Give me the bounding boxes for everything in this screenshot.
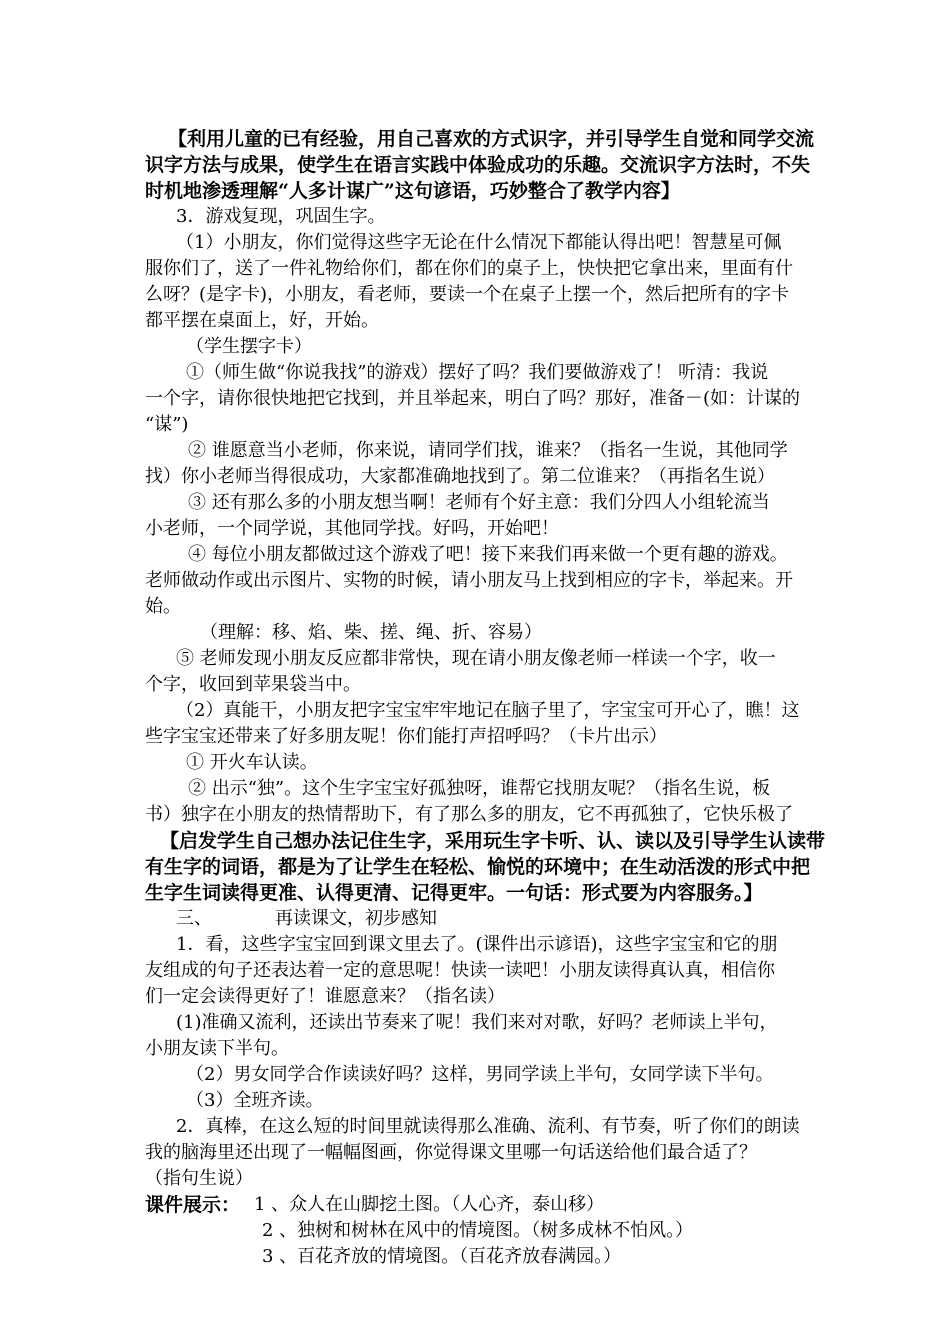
note-line: 【启发学生自己想办法记住生字，采用玩生字卡听、认、读以及引导学生认读带	[160, 830, 826, 852]
paragraph-line: 么呀？(是字卡)，小朋友，看老师，要读一个在桌子上摆一个，然后把所有的字卡	[145, 284, 790, 305]
paragraph-line: 些字宝宝还带来了好多朋友呢！你们能打声招呼吗？（卡片出示）	[145, 726, 667, 747]
paragraph-line: 书）独字在小朋友的热情帮助下，有了那么多的朋友，它不再孤独了，它快乐极了	[145, 804, 793, 825]
paragraph-line: （理解：移、焰、柴、搓、绳、折、容易）	[200, 622, 542, 643]
paragraph-line: ② 谁愿意当小老师，你来说，请同学们找，谁来？（指名一生说，其他同学	[188, 440, 788, 461]
paragraph-line: （1）小朋友，你们觉得这些字无论在什么情况下都能认得出吧！智慧星可佩	[176, 232, 782, 253]
courseware-label: 课件展示：	[145, 1194, 241, 1216]
paragraph-line: （指句生说）	[145, 1168, 253, 1189]
paragraph-line: （2）真能干，小朋友把字宝宝牢牢地记在脑子里了，字宝宝可开心了，瞧！这	[176, 700, 800, 721]
paragraph-line: 一个字，请你很快地把它找到，并且举起来，明白了吗？那好，准备－(如：计谋的	[145, 388, 801, 409]
paragraph-line: ⑤ 老师发现小朋友反应都非常快，现在请小朋友像老师一样读一个字，收一	[176, 648, 776, 669]
courseware-item: 1 、众人在山脚挖土图。（人心齐，泰山移）	[254, 1194, 605, 1215]
paragraph-line: ② 出示“独”。这个生字宝宝好孤独呀，谁帮它找朋友呢？（指名生说，板	[188, 778, 771, 799]
paragraph-line: 友组成的句子还表达着一定的意思呢！快读一读吧！小朋友读得真认真，相信你	[145, 960, 775, 981]
paragraph-line: （3）全班齐读。	[186, 1090, 324, 1111]
courseware-item: 2 、独树和树林在风中的情境图。（树多成林不怕风。）	[262, 1220, 694, 1241]
paragraph-line: 2．真棒，在这么短的时间里就读得那么准确、流利、有节奏，听了你们的朗读	[176, 1116, 800, 1137]
paragraph-line: 都平摆在桌面上，好，开始。	[145, 310, 379, 331]
paragraph-line: 小老师，一个同学说，其他同学找。好吗，开始吧！	[145, 518, 559, 539]
note-line: 时机地渗透理解“人多计谋广”这句谚语，巧妙整合了教学内容】	[145, 180, 680, 202]
paragraph-line: （学生摆字卡）	[186, 336, 312, 357]
paragraph-line: ①（师生做“你说我找”的游戏）摆好了吗？我们要做游戏了！ 听清：我说	[186, 362, 769, 383]
paragraph-line: 1．看，这些字宝宝回到课文里去了。(课件出示谚语)，这些字宝宝和它的朋	[176, 934, 778, 955]
paragraph-line: 们一定会读得更好了！谁愿意来？（指名读）	[145, 986, 505, 1007]
section-heading: 3．游戏复现，巩固生字。	[176, 206, 386, 227]
paragraph-line: （2）男女同学合作读读好吗？这样，男同学读上半句，女同学读下半句。	[186, 1064, 774, 1085]
paragraph-line: 找）你小老师当得很成功，大家都准确地找到了。第二位谁来？（再指名生说）	[145, 466, 775, 487]
note-line: 生字生词读得更准、认得更清、记得更牢。一句话：形式要为内容服务。】	[145, 882, 763, 904]
paragraph-line: 服你们了，送了一件礼物给你们，都在你们的桌子上，快快把它拿出来，里面有什	[145, 258, 793, 279]
paragraph-line: ④ 每位小朋友都做过这个游戏了吧！接下来我们再来做一个更有趣的游戏。	[188, 544, 788, 565]
section-heading: 三、 再读课文，初步感知	[176, 908, 437, 929]
paragraph-line: 始。	[145, 596, 181, 617]
paragraph-line: 我的脑海里还出现了一幅幅图画，你觉得课文里哪一句话送给他们最合适了？	[145, 1142, 757, 1163]
note-line: 有生字的词语，都是为了让学生在轻松、愉悦的环境中；在生动活泼的形式中把	[145, 856, 811, 878]
note-line: 【利用儿童的已有经验，用自己喜欢的方式识字，并引导学生自觉和同学交流	[168, 128, 815, 150]
courseware-item: 3 、百花齐放的情境图。（百花齐放春满园。）	[262, 1246, 622, 1267]
paragraph-line: ③ 还有那么多的小朋友想当啊！老师有个好主意：我们分四人小组轮流当	[188, 492, 770, 513]
paragraph-line: 小朋友读下半句。	[145, 1038, 289, 1059]
paragraph-line: (1)准确又流利，还读出节奏来了呢！我们来对对歌，好吗？老师读上半句，	[176, 1012, 778, 1033]
note-line: 识字方法与成果，使学生在语言实践中体验成功的乐趣。交流识字方法时，不失	[145, 154, 811, 176]
paragraph-line: 个字，收回到苹果袋当中。	[145, 674, 361, 695]
paragraph-line: ① 开火车认读。	[186, 752, 318, 773]
paragraph-line: “谋”)	[145, 414, 189, 435]
paragraph-line: 老师做动作或出示图片、实物的时候，请小朋友马上找到相应的字卡，举起来。开	[145, 570, 793, 591]
